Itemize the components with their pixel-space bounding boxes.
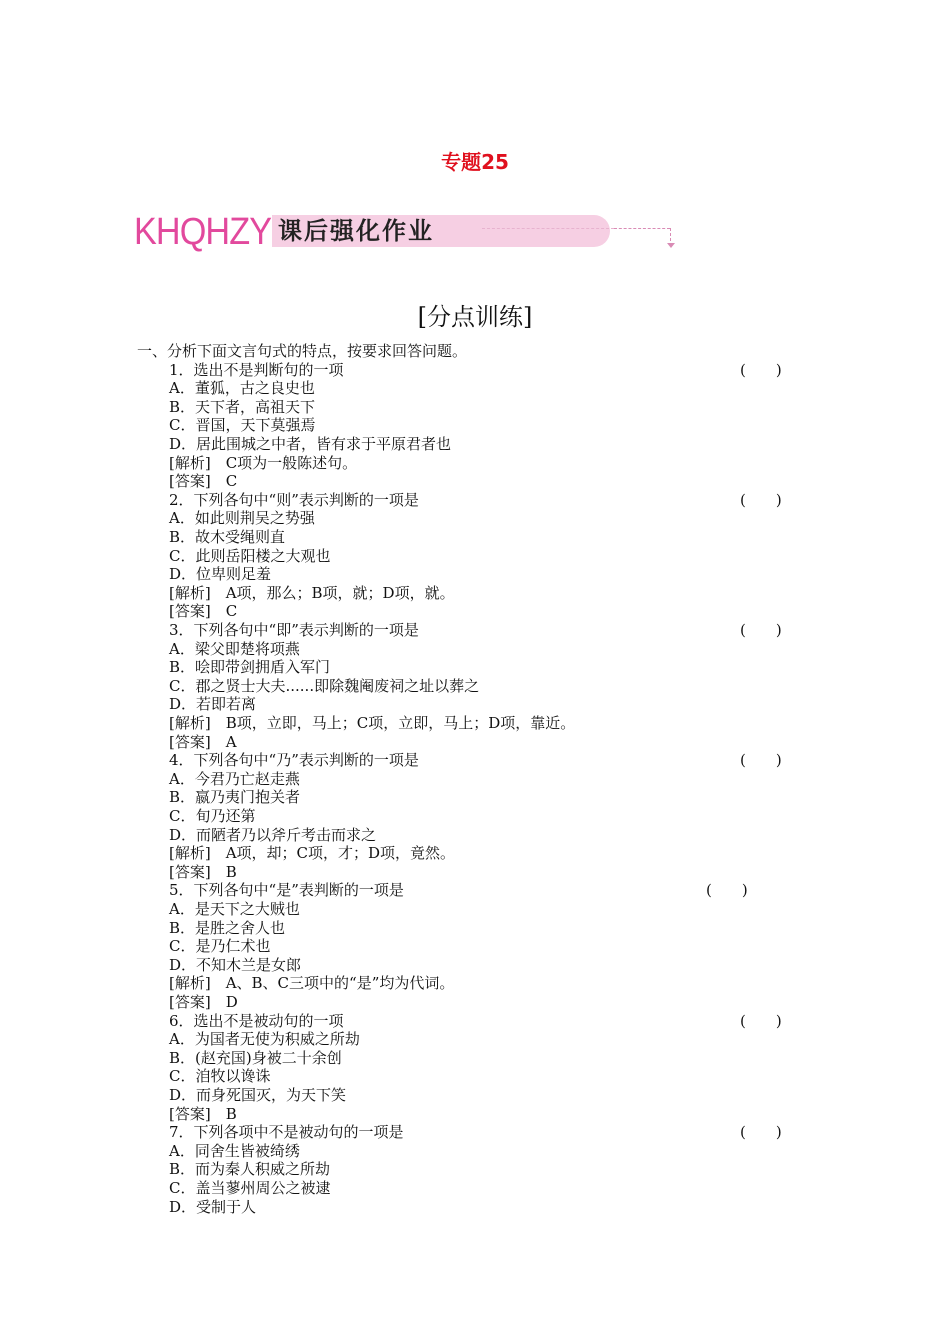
analysis-line: [解析] A、B、C三项中的“是”均为代词。 bbox=[169, 974, 455, 993]
answer-option: C．晋国，天下莫强焉 bbox=[169, 416, 316, 435]
answer-option: A．为国者无使为积威之所劫 bbox=[169, 1030, 360, 1049]
answer-line: [答案] D bbox=[169, 993, 238, 1011]
answer-option: D．而身死国灭，为天下笑 bbox=[169, 1086, 347, 1104]
answer-option: C．旬乃还第 bbox=[169, 807, 256, 825]
answer-parentheses: ( ) bbox=[740, 490, 782, 509]
analysis-line: [解析] A项，却；C项，才；D项，竟然。 bbox=[169, 844, 456, 863]
answer-option: B．嬴乃夷门抱关者 bbox=[169, 788, 301, 807]
banner-name: 课后强化作业 bbox=[278, 217, 434, 245]
question-stem: 4．下列各句中“乃”表示判断的一项是 bbox=[169, 751, 419, 770]
banner-dotted-line bbox=[482, 228, 614, 229]
arrow-down-icon bbox=[667, 243, 675, 248]
answer-option: D．受制于人 bbox=[169, 1197, 257, 1216]
answer-option: D．位卑则足羞 bbox=[169, 565, 272, 584]
question-stem: 7．下列各项中不是被动句的一项是 bbox=[169, 1123, 404, 1142]
analysis-line: [解析] C项为一般陈述句。 bbox=[169, 453, 358, 472]
question-stem: 2．下列各句中“则”表示判断的一项是 bbox=[169, 490, 419, 509]
answer-option: C．洎牧以谗诛 bbox=[169, 1067, 271, 1086]
answer-option: C．郡之贤士大夫......即除魏阉废祠之址以葬之 bbox=[169, 676, 480, 695]
answer-parentheses: ( ) bbox=[740, 360, 782, 379]
answer-option: B．是胜之舍人也 bbox=[169, 918, 286, 937]
answer-line: [答案] C bbox=[169, 472, 238, 491]
answer-option: B．哙即带剑拥盾入军门 bbox=[169, 658, 331, 677]
answer-option: D．不知木兰是女郎 bbox=[169, 955, 302, 974]
answer-parentheses: ( ) bbox=[740, 1011, 782, 1030]
answer-option: B．故木受绳则直 bbox=[169, 528, 286, 546]
answer-parentheses: ( ) bbox=[740, 621, 782, 639]
answer-line: [答案] C bbox=[169, 602, 238, 621]
answer-option: D．而陋者乃以斧斤考击而求之 bbox=[169, 825, 377, 844]
answer-option: A．董狐，古之良史也 bbox=[169, 379, 315, 398]
answer-parentheses: ( ) bbox=[740, 1123, 782, 1142]
banner-code: KHQHZY bbox=[134, 211, 272, 253]
answer-option: C．盖当蓼州周公之被逮 bbox=[169, 1179, 331, 1197]
question-stem: 1．选出不是判断句的一项 bbox=[169, 360, 344, 379]
answer-option: C．此则岳阳楼之大观也 bbox=[169, 546, 331, 565]
answer-option: A．今君乃亡赵走燕 bbox=[169, 769, 300, 788]
answer-line: [答案] A bbox=[169, 732, 237, 751]
answer-option: D．居此围城之中者，皆有求于平原君者也 bbox=[169, 435, 452, 453]
analysis-line: [解析] B项，立即，马上；C项，立即，马上；D项，靠近。 bbox=[169, 714, 576, 732]
answer-option: B．(赵充国)身被二十余创 bbox=[169, 1048, 342, 1067]
answer-line: [答案] B bbox=[169, 862, 237, 881]
answer-option: D．若即若离 bbox=[169, 695, 257, 714]
instruction-line: 一、分析下面文言句式的特点，按要求回答问题。 bbox=[137, 342, 468, 360]
answer-option: B．而为秦人积威之所劫 bbox=[169, 1160, 331, 1179]
answer-parentheses: ( ) bbox=[740, 751, 782, 770]
analysis-line: [解析] A项，那么；B项，就；D项，就。 bbox=[169, 583, 455, 602]
answer-option: A．梁父即楚将项燕 bbox=[169, 639, 300, 658]
answer-option: A．是天下之大贼也 bbox=[169, 900, 300, 918]
banner bbox=[134, 210, 679, 254]
answer-option: A．如此则荆吴之势强 bbox=[169, 509, 315, 528]
question-stem: 3．下列各句中“即”表示判断的一项是 bbox=[169, 621, 419, 639]
question-stem: 6．选出不是被动句的一项 bbox=[169, 1011, 344, 1030]
answer-parentheses: ( ) bbox=[706, 881, 748, 900]
banner-dotted-line-end bbox=[614, 228, 670, 229]
answer-option: B．天下者，高祖天下 bbox=[169, 397, 316, 416]
section-title: [分点训练] bbox=[417, 303, 533, 331]
answer-option: A．同舍生皆被绮绣 bbox=[169, 1141, 300, 1160]
question-stem: 5．下列各句中“是”表判断的一项是 bbox=[169, 881, 404, 900]
answer-line: [答案] B bbox=[169, 1104, 237, 1123]
page-title: 专题25 bbox=[441, 150, 509, 174]
answer-option: C．是乃仁术也 bbox=[169, 937, 271, 956]
